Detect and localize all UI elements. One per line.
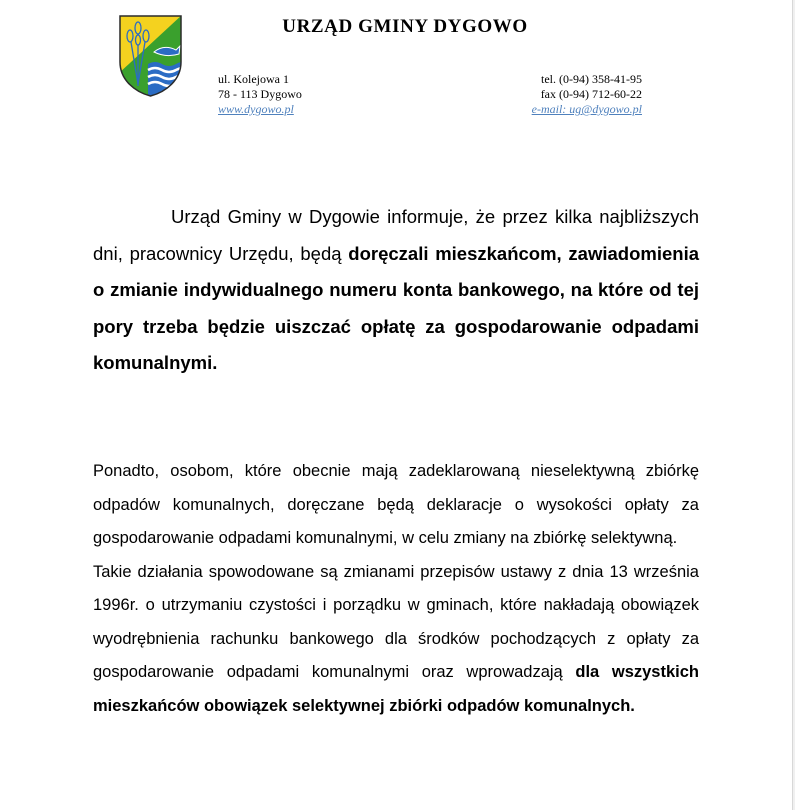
address-city: 78 - 113 Dygowo — [218, 87, 302, 101]
phone-number: tel. (0-94) 358-41-95 — [541, 72, 642, 86]
details-section — [93, 455, 699, 723]
announcement-text: Urząd Gminy w Dygowie informuje, że przez kilka najbliższych dni, pracownicy Urzędu, będą — [93, 206, 699, 264]
dygowo-crest-logo — [118, 14, 183, 98]
email-link[interactable]: e-mail: ug@dygowo.pl — [531, 102, 642, 116]
website-link[interactable]: www.dygowo.pl — [218, 102, 294, 116]
fax-number: fax (0-94) 712-60-22 — [540, 87, 642, 101]
legal-basis-paragraph — [93, 556, 699, 724]
address-street: ul. Kolejowa 1 — [218, 72, 289, 86]
contact-block — [515, 72, 642, 117]
announcement-paragraph — [93, 199, 699, 382]
declarations-paragraph: Ponadto, osobom, które obecnie mają zadeklarowaną nieselektywną zbiórkę odpadów komunalnych, doręczane będą deklaracje o wysokości opłaty za gospodarowanie odpadami komunalnymi, w celu zmiany na zbiórkę selektywną. — [93, 462, 699, 547]
legal-basis-text: Takie działania spowodowane są zmianami przepisów ustawy z dnia 13 września 1996r. o utrzymaniu czystości i porządku w gminach, które nakładają obowiązek wyodrębnienia rachunku bankowego dla środków pochodzących z opłaty za gospodarowanie odpadami komunalnymi oraz wprowadzają — [93, 562, 699, 681]
office-title: URZĄD GMINY DYGOWO — [282, 16, 528, 37]
legal-basis-bold-text: dla wszystkich mieszkańców obowiązek selektywnej zbiórki odpadów komunalnych. — [93, 663, 699, 715]
address-block — [218, 72, 302, 117]
announcement-bold-text: doręczali mieszkańcom, zawiadomienia o zmianie indywidualnego numeru konta bankowego, na które od tej pory trzeba będzie uiszczać opłatę za gospodarowanie odpadami komunalnymi. — [93, 242, 700, 373]
